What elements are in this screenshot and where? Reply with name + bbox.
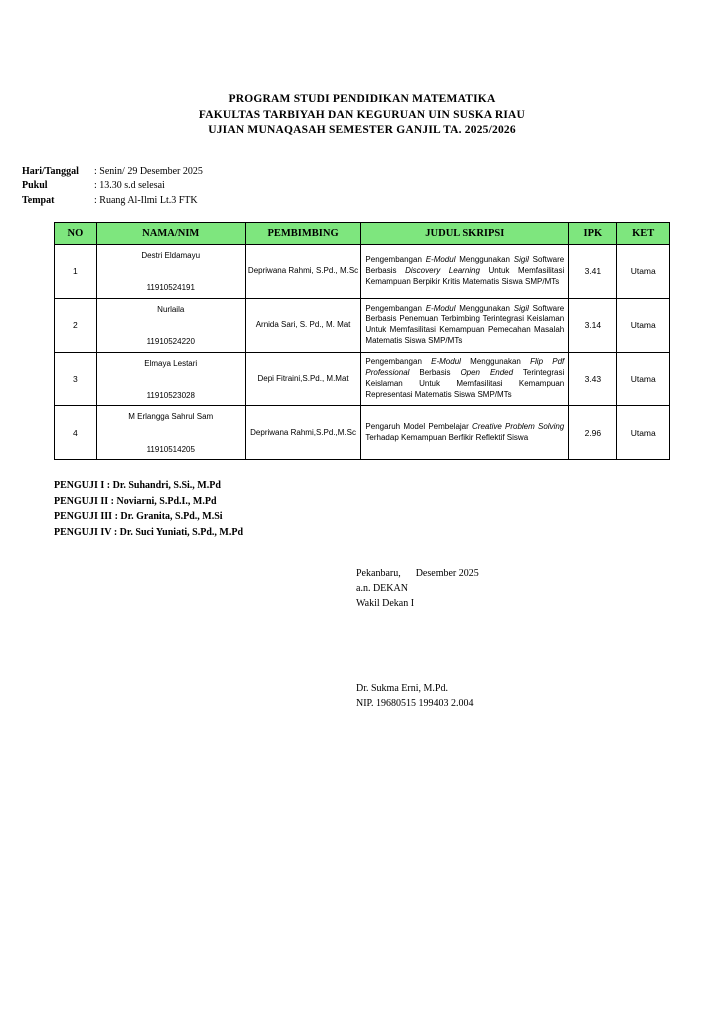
cell-no: 4 [55,406,97,460]
table-body [55,245,670,460]
column-header-ket: KET [617,223,670,245]
student-nim: 11910523028 [146,391,195,400]
column-header-nama: NAMA/NIM [96,223,245,245]
schedule-table [54,222,670,460]
signature-city-date: Pekanbaru, Desember 2025 [356,568,479,580]
header-line-1: PROGRAM STUDI PENDIDIKAN MATEMATIKA [228,93,496,105]
cell-judul: Pengembangan E-Modul Menggunakan Sigil Software Berbasis Discovery Learning Untuk Memfasilitasi Kemampuan Berpikir Kritis Matematis Siswa SMP/MTs [361,245,569,299]
student-name: Elmaya Lestari [144,358,198,368]
cell-nama [96,406,245,460]
cell-ket: Utama [617,245,670,299]
examiner-4: PENGUJI IV : Dr. Suci Yuniati, S.Pd., M.Pd [54,526,244,538]
signature-name: Dr. Sukma Erni, M.Pd. [356,683,448,695]
student-nim: 11910524191 [146,283,195,293]
cell-no: 1 [55,245,97,299]
cell-pembimbing: Depriwana Rahmi, S.Pd., M.Sc [245,245,361,299]
meta-row-place [22,194,724,209]
signature-position: Wakil Dekan I [356,598,415,610]
meta-label-place: Tempat [22,194,55,206]
column-header-pembimbing: PEMBIMBING [245,223,361,245]
cell-ipk: 3.43 [569,352,617,406]
student-name: Destri Eldamayu [141,251,201,261]
cell-nama [96,245,245,299]
cell-no: 2 [55,298,97,352]
header-line-2: FAKULTAS TARBIYAH DAN KEGURUAN UIN SUSKA RIAU [198,108,526,121]
meta-value-place: : Ruang Al-Ilmi Lt.3 FTK [94,194,198,206]
cell-ket: Utama [617,352,670,406]
cell-pembimbing: Depi Fitraini,S.Pd., M.Mat [245,352,361,406]
cell-judul: Pengaruh Model Pembelajar Creative Problem Solving Terhadap Kemampuan Berfikir Reflektif Siswa [361,406,569,460]
table-header [55,223,670,245]
meta-label-time: Pukul [22,180,48,192]
student-nim: 11910524220 [146,337,195,347]
student-name: Nurlaila [157,304,185,314]
cell-ket: Utama [617,406,670,460]
examiner-list [54,478,724,540]
cell-nama [96,352,245,406]
cell-ket: Utama [617,298,670,352]
examiner-3: PENGUJI III : Dr. Granita, S.Pd., M.Si [54,511,223,523]
column-header-judul: JUDUL SKRIPSI [361,223,569,245]
table-row [55,406,670,460]
signature-nip: NIP. 19680515 199403 2.004 [356,698,474,710]
examiner-1: PENGUJI I : Dr. Suhandri, S.Si., M.Pd [54,480,221,492]
exam-meta [22,165,724,209]
student-nim: 11910514205 [146,444,195,454]
meta-label-day: Hari/Tanggal [22,165,79,177]
meta-value-time: : 13.30 s.d selesai [94,180,165,192]
cell-judul: Pengembangan E-Modul Menggunakan Sigil Software Berbasis Penemuan Terbimbing Terintegrasi Keislaman Untuk Memfasilitasi Kemampuan Pemecahan Masalah Matematis Siswa SMP/MTs [361,298,569,352]
cell-ipk: 3.14 [569,298,617,352]
document-header [0,92,724,139]
header-line-3: UJIAN MUNAQASAH SEMESTER GANJIL TA. 2025/2026 [208,124,516,137]
meta-row-day [22,165,724,180]
cell-nama [96,298,245,352]
meta-row-time [22,179,724,194]
column-header-no: NO [55,223,97,245]
signature-block [356,566,724,711]
table-row [55,352,670,406]
cell-pembimbing: Depriwana Rahmi,S.Pd.,M.Sc [245,406,361,460]
student-name: M Erlangga Sahrul Sam [128,412,214,422]
table-row [55,245,670,299]
cell-judul: Pengembangan E-Modul Menggunakan Flip Pdf Professional Berbasis Open Ended Terintegrasi Keislaman Untuk Memfasilitasi Kemampuan Representasi Matematis Siswa SMP/MTs [361,352,569,406]
cell-pembimbing: Arnida Sari, S. Pd., M. Mat [245,298,361,352]
cell-ipk: 2.96 [569,406,617,460]
cell-ipk: 3.41 [569,245,617,299]
signature-on-behalf: a.n. DEKAN [356,583,408,595]
examiner-2: PENGUJI II : Noviarni, S.Pd.I., M.Pd [54,495,217,507]
table-row [55,298,670,352]
column-header-ipk: IPK [569,223,617,245]
table-header-row [55,223,670,245]
cell-no: 3 [55,352,97,406]
meta-value-day: : Senin/ 29 Desember 2025 [94,165,203,177]
